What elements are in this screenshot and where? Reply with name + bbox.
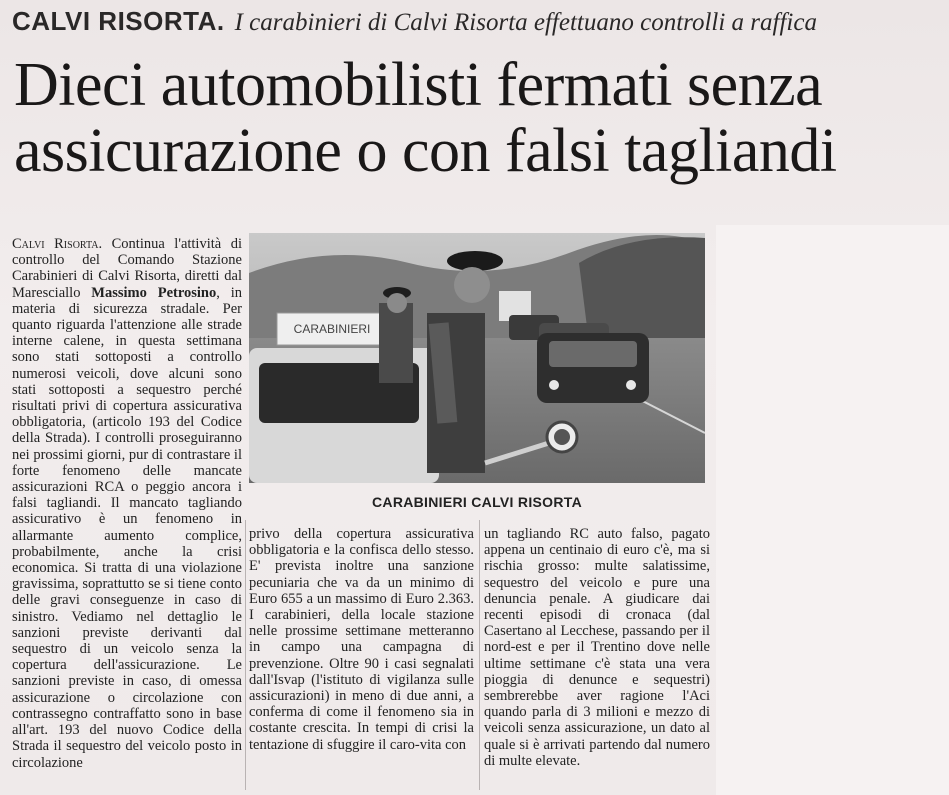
headline: [14, 52, 939, 184]
officer-name: Massimo Petrosino: [91, 284, 217, 301]
column-divider-2: [479, 520, 480, 790]
dateline: Calvi Risorta.: [12, 236, 103, 252]
article-column-2: privo della copertura assicurativa obbligatoria e la confisca dello stesso. E' prevista inoltre una sanzione pecuniaria che va da un minimo di Euro 655 a un massimo di Euro 2.363. I carabinieri, della locale stazione nelle prossime settimane metteranno in campo una campagna di prevenzione. Oltre 90 i casi segnalati dall'Isvap (l'istituto di vigilanza sulle assicurazioni) in meno di due anni, a conferma di come il fenomeno sia in costante crescita. In tempi di crisi la tentazione di sfuggire il caro-vita con: [249, 526, 474, 753]
article-column-3: un tagliando RC auto falso, pagato appena un centinaio di euro c'è, ma si rischia grosso: multe salatissime, sequestro del veicolo e pure una denuncia penale. A giudicare dai recenti episodi di cronaca (dal Casertano al Lecchese, passando per il nord-est e per il Trentino dove nelle ultime settimane c'è stata una vera pioggia di denunce e sequestri) sembrerebbe aver ragione l'Aci quando parla di 3 milioni e mezzo di veicoli senza assicurazione, un dato al quale si è arrivati partendo dal numero di multe elevate.: [484, 526, 710, 769]
article-column-1: [12, 236, 242, 771]
column-1-text-b: , in materia di sicurezza stradale. Per quanto riguarda l'attenzione alle strade interne calene, in questa settimana sono stati sottoposti a controllo numerosi veicoli, dove alcuni sono stati sottoposti a sequestro perché risultati privi di copertura assicurativa obbligatoria, (articolo 193 del Codice della Strada). I controlli proseguiranno nei prossimi giorni, pur di contrastare il forte fenomeno delle mancate assicurazioni RCA o peggio ancora i falsi tagliandi. Il mancato tagliando assicurativo è un fenomeno in allarmante aumento complice, probabilmente, anche la crisi economica. Si tratta di una violazione gravissima, soprattutto se si tiene conto delle gravi conseguenze in caso di sinistro. Vediamo nel dettaglio le sanzioni previste derivanti dal sequestro di un veicolo senza la copertura dell'assicurazione. Le sanzioni previste in caso, di omessa assicurazione o circolazione con contrassegno contraffatto sono in base all'art. 193 del nuovo Codice della Strada il sequestro del veicolo posto in circolazione: [12, 284, 242, 771]
kicker-place: CALVI RISORTA.: [12, 6, 225, 36]
headline-line-1: Dieci automobilisti fermati senza: [14, 51, 823, 119]
article-photo: [249, 233, 705, 483]
photo-caption: CARABINIERI CALVI RISORTA: [372, 494, 582, 510]
column-1-text-a: Continua l'attività di controllo del Comando Stazione Carabinieri di Calvi Risorta, diretti dal Maresciallo: [12, 236, 242, 301]
carabinieri-checkpoint-image: [249, 233, 705, 483]
column-divider-1: [245, 520, 246, 790]
kicker-subtitle: I carabinieri di Calvi Risorta effettuano controlli a raffica: [234, 9, 817, 36]
blank-margin: [716, 225, 949, 795]
patrol-car-sign: CARABINIERI: [293, 322, 371, 336]
headline-line-2: assicurazione o con falsi tagliandi: [14, 117, 837, 185]
kicker-line: [12, 6, 942, 46]
